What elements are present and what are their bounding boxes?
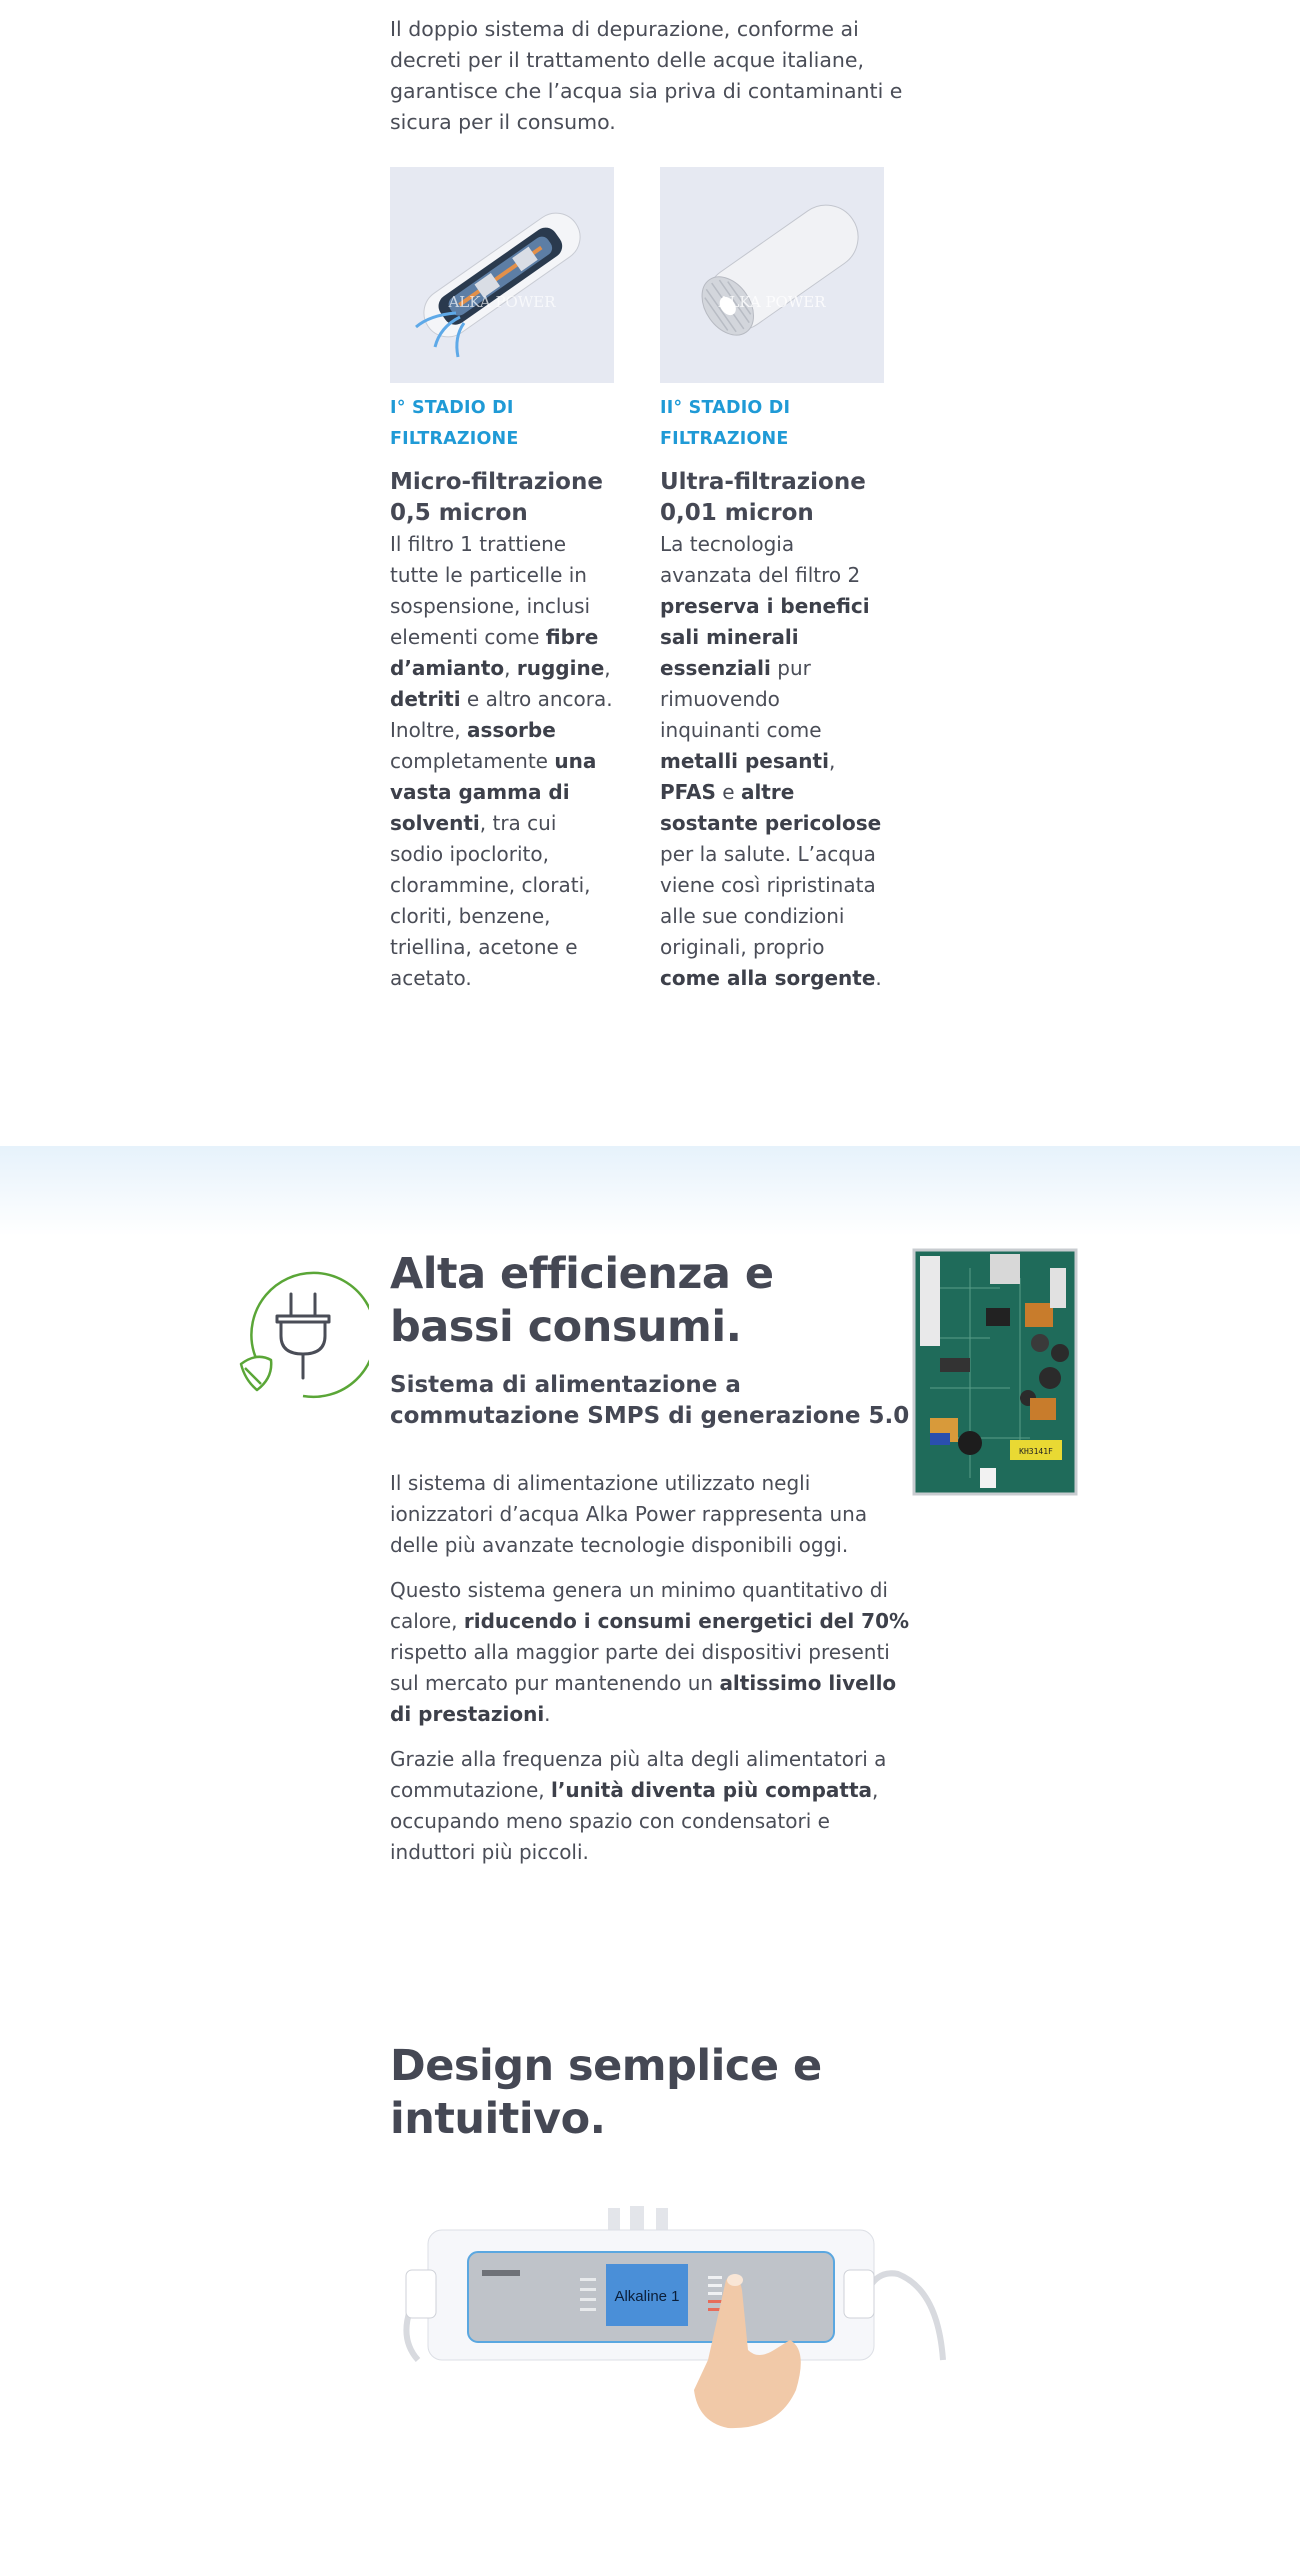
bold-text: assorbe bbox=[467, 718, 556, 742]
lcd-mode-text: Alkaline 1 bbox=[614, 2288, 680, 2305]
watermark: ALKA POWER bbox=[718, 293, 826, 311]
power-supply-board-image bbox=[910, 1248, 1080, 1496]
ionizer-control-panel-image bbox=[398, 2200, 953, 2430]
filter-card-1 bbox=[390, 167, 614, 994]
section-subheading: Sistema di alimentazione a commutazione SMPS di generazione 5.0 bbox=[390, 1372, 910, 1429]
filter-description: La tecnologia avanzata del filtro 2 preserva i benefici sali minerali essenziali pur rimuovendo inquinanti come metalli pesanti, PFAS e altre sostante pericolose per la salute. L’acqua viene così ripristinata alle sue condizioni originali, proprio come alla sorgente. bbox=[660, 532, 882, 990]
filter-title: Ultra-filtrazione 0,01 micron bbox=[660, 469, 866, 526]
bold-text: detriti bbox=[390, 687, 461, 711]
ultra-filter-image bbox=[660, 167, 884, 383]
bold-text: metalli pesanti bbox=[660, 749, 829, 773]
design-section bbox=[390, 2040, 910, 2146]
watermark: ALKA POWER bbox=[448, 293, 556, 311]
paragraph: Questo sistema genera un minimo quantitativo di calore, riducendo i consumi energetici del 70% rispetto alla maggior parte dei dispositivi presenti sul mercato pur mantenendo un altissimo livello di prestazioni. bbox=[390, 1578, 910, 1726]
filter-stage-label: I° STADIO DI FILTRAZIONE bbox=[390, 398, 519, 449]
bold-text: ruggine bbox=[516, 656, 605, 680]
bold-text: altissimo livello di prestazioni bbox=[390, 1671, 897, 1726]
paragraph: Grazie alla frequenza più alta degli alimentatori a commutazione, l’unità diventa più compatta, occupando meno spazio con condensatori e induttori più piccoli. bbox=[390, 1747, 887, 1864]
filter-stage-label: II° STADIO DI FILTRAZIONE bbox=[660, 398, 791, 449]
bold-text: come alla sorgente bbox=[660, 966, 876, 990]
bold-text: una vasta gamma di solventi bbox=[390, 749, 597, 835]
micro-filter-image bbox=[390, 167, 614, 383]
bold-text: preserva i benefici sali minerali essenziali bbox=[660, 594, 870, 680]
bold-text: PFAS bbox=[660, 780, 716, 804]
filter-title: Micro-filtrazione 0,5 micron bbox=[390, 469, 603, 526]
filter-description: Il filtro 1 trattiene tutte le particelle in sospensione, inclusi elementi come fibre d’amianto, ruggine, detriti e altro ancora. Inoltre, assorbe completamente una vasta gamma di solventi, tra cui sodio ipoclorito, clorammine, clorati, cloriti, benzene, triellina, acetone e acetato. bbox=[390, 532, 613, 990]
bold-text: fibre d’amianto bbox=[390, 625, 599, 680]
bold-text: riducendo i consumi energetici del 70% bbox=[463, 1609, 910, 1633]
section-heading: Alta efficienza e bassi consumi. bbox=[390, 1249, 774, 1352]
bold-text: altre sostante pericolose bbox=[660, 780, 882, 835]
pcb-label: KH3141F bbox=[1019, 1447, 1053, 1456]
section-divider-band bbox=[0, 1146, 1300, 1236]
filter-card-2 bbox=[660, 167, 884, 994]
intro-paragraph: Il doppio sistema di depurazione, conforme ai decreti per il trattamento delle acque italiane, garantisce che l’acqua sia priva di contaminanti e sicura per il consumo. bbox=[390, 17, 903, 134]
paragraph: Il sistema di alimentazione utilizzato negli ionizzatori d’acqua Alka Power rappresenta una delle più avanzate tecnologie disponibili oggi. bbox=[390, 1471, 868, 1557]
section-heading: Design semplice e intuitivo. bbox=[390, 2041, 822, 2144]
bold-text: l’unità diventa più compatta bbox=[550, 1778, 873, 1802]
power-plug-icon bbox=[237, 1268, 369, 1400]
efficiency-section bbox=[390, 1248, 910, 1868]
